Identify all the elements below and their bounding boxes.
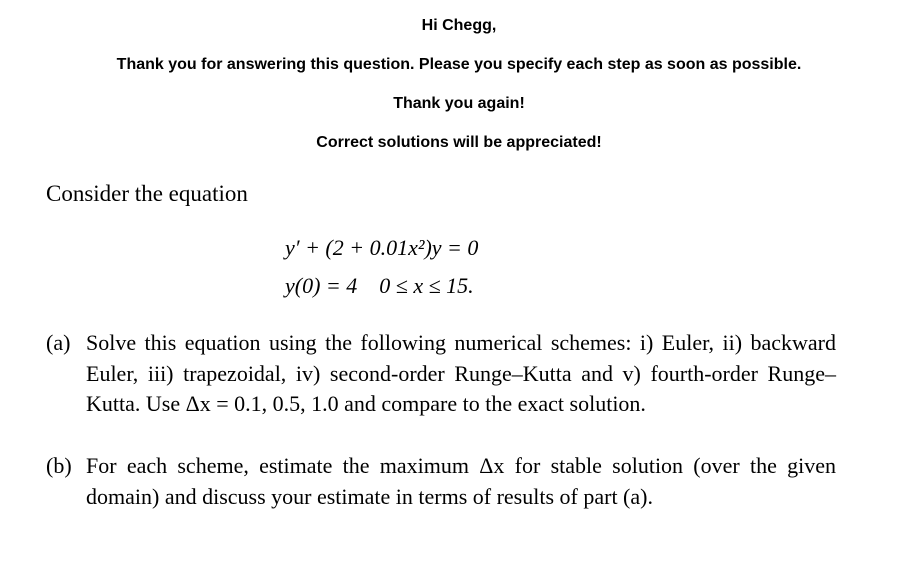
ode-equation: [285, 235, 478, 261]
greeting-line: Hi Chegg,: [421, 17, 497, 34]
part-b-text: For each scheme, estimate the maximum Δx for stable solution (over the given domain) and discuss your estimate in terms of results of part (a).: [86, 453, 836, 509]
part-a: [46, 328, 836, 420]
part-b-label: (b): [46, 453, 72, 478]
appreciation-line: Correct solutions will be appreciated!: [316, 134, 602, 151]
part-a-text: Solve this equation using the following numerical schemes: i) Euler, ii) backward Euler, iii) trapezoidal, iv) second-order Runge–Kutta and v) fourth-order Runge–Kutta. Use Δx = 0.1, 0.5, 1.0 and compare to the exact solution.: [86, 330, 836, 416]
initial-condition: [285, 273, 474, 299]
part-b: [46, 451, 836, 512]
request-line: Thank you for answering this question. Please you specify each step as soon as possible.: [116, 56, 802, 73]
problem-intro: Consider the equation: [46, 181, 248, 206]
part-a-label: (a): [46, 330, 71, 355]
thanks-line: Thank you again!: [393, 95, 525, 112]
ode-equation-text: y′ + (2 + 0.01x²)y = 0: [285, 235, 479, 260]
initial-condition-text: y(0) = 4 0 ≤ x ≤ 15.: [285, 273, 474, 298]
